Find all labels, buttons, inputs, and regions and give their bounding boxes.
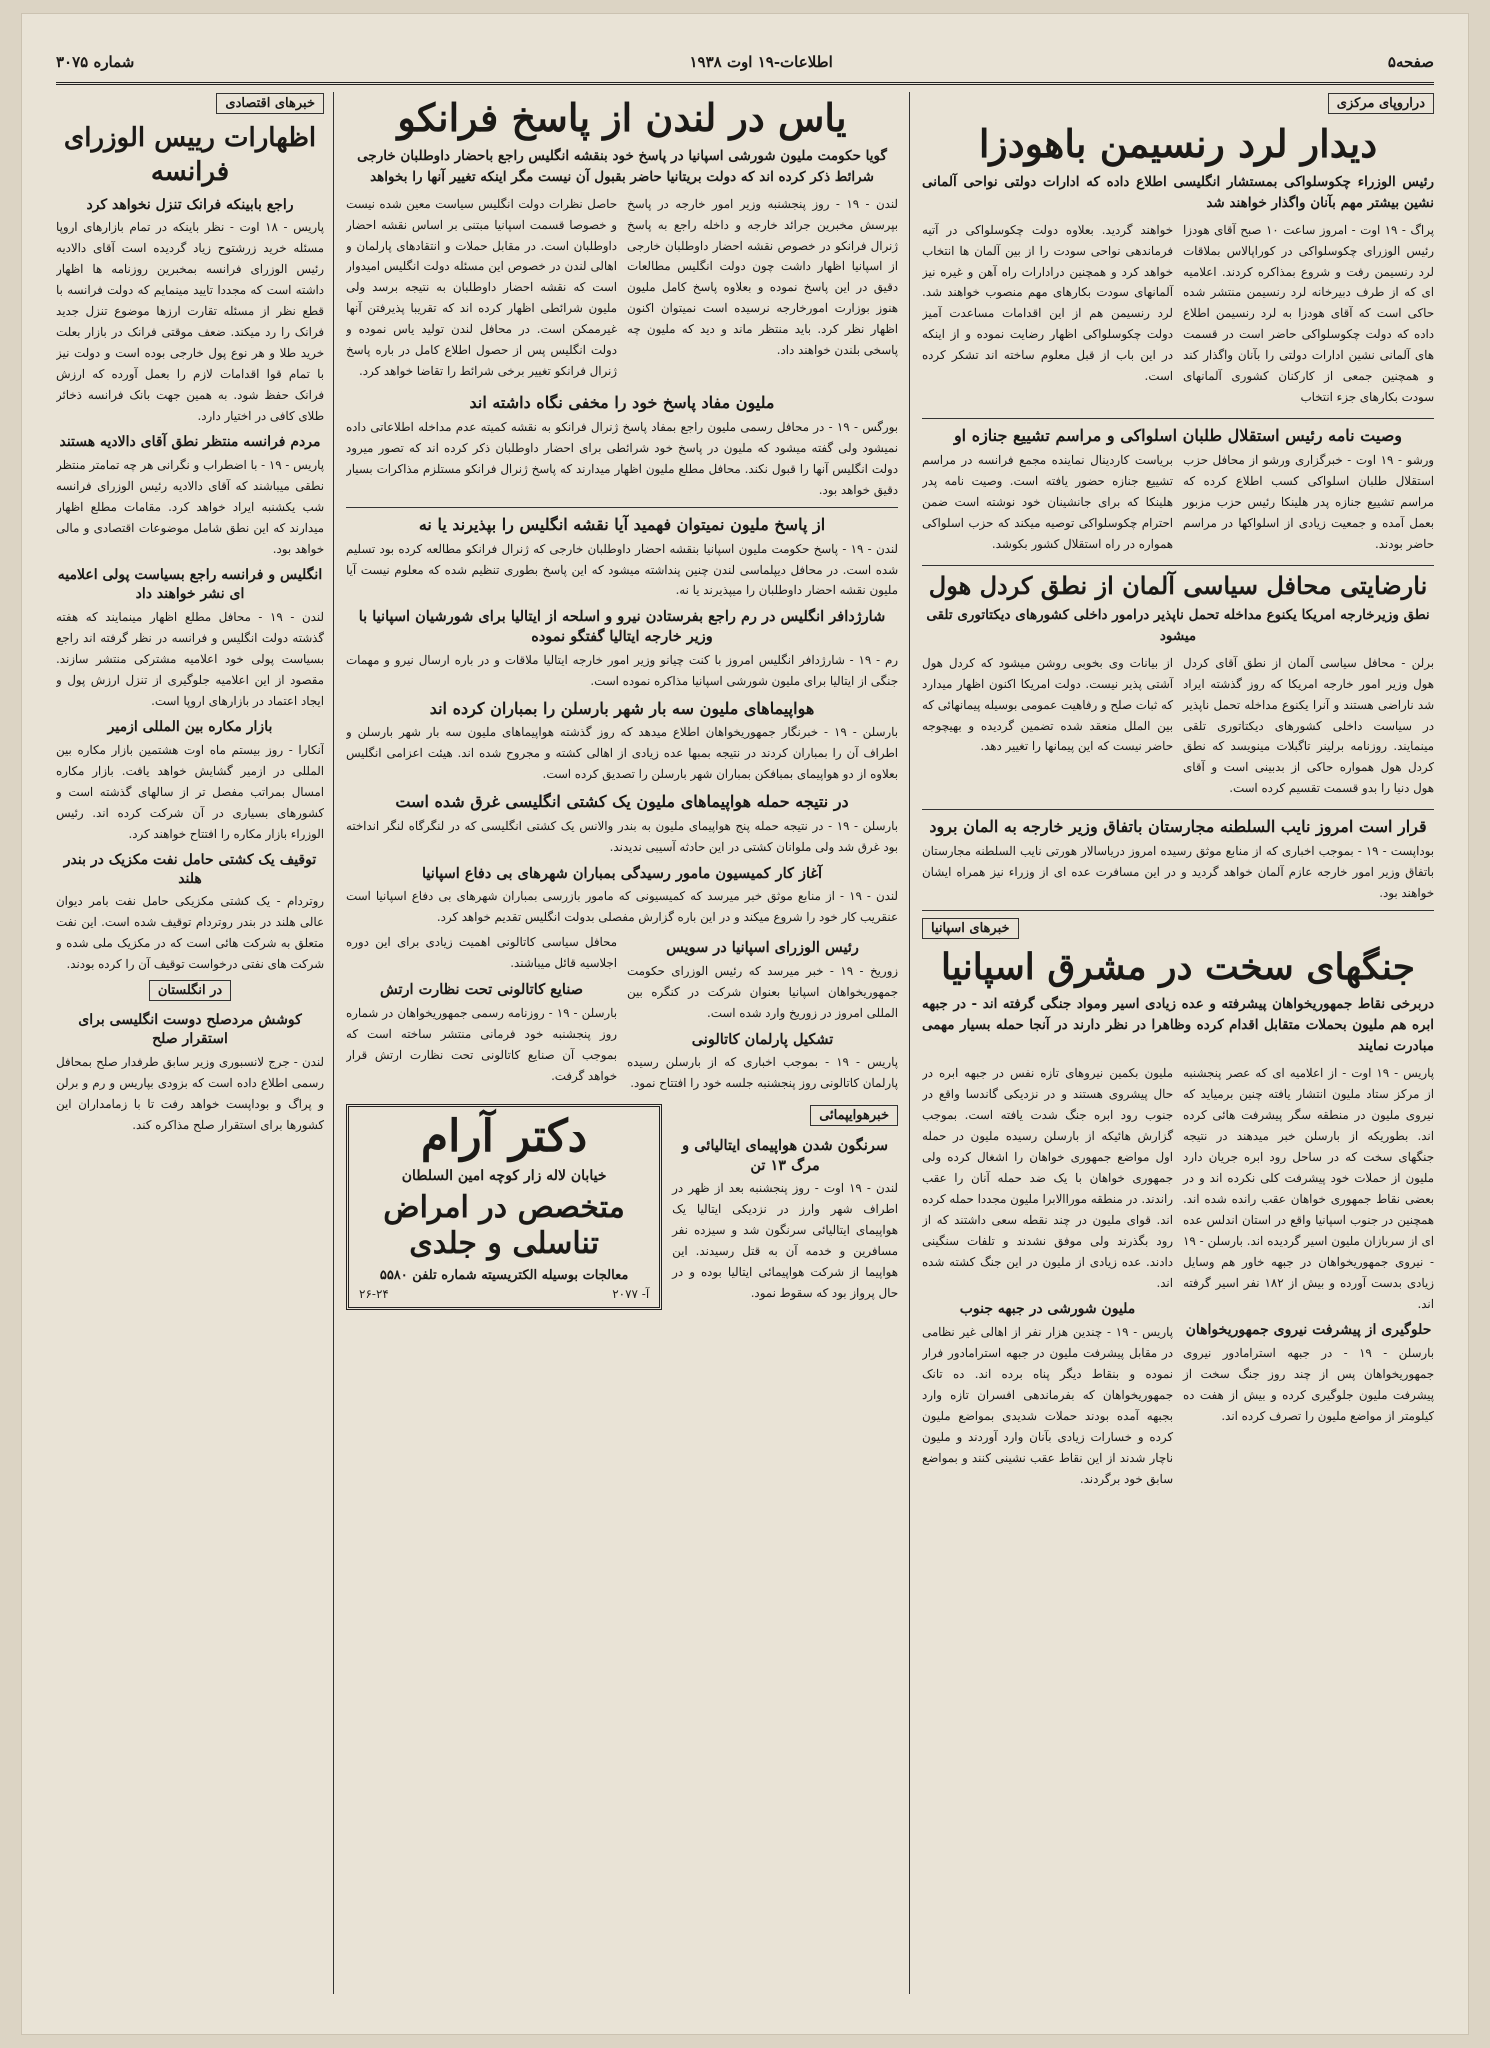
ad-footer: معالجات بوسیله الکتریسیته شماره تلفن ۵۵۸۰ — [379, 1267, 629, 1283]
article-headline: در نتیجه حمله هواپیماهای ملیون یک کشتی انگلیسی غرق شده است — [395, 792, 849, 812]
left-column — [56, 92, 324, 1994]
article-text: بارسلن - ۱۹ - در نتیجه حمله پنج هواپیمای ملیون به بندر والانس یک کشتی انگلیسی که در لنگرگاه لنگر انداخته بود غرق شد ولی ملوانان کشتی در این حادثه آسیبی ندیدند. — [346, 818, 898, 854]
section-kicker: خبرهوایپمائی — [810, 1105, 898, 1126]
doctor-advertisement — [346, 1104, 662, 1309]
article-text: پاریس - ۱۹ اوت - از اعلامیه ای که عصر پنجشنبه از مرکز ستاد ملیون انتشار یافته چنین برمیاید که نیروی ملیون در منطقه سگر پیشرفت هائی کرده اند. بطوریکه از بارسلن خبر میدهند در نتیجه جنگهای سخت که در ساحل رود ابره جریان دارد ملیون از حملات خود پیشرفت کلی نکرده اند و در بعضی نقاط جمهوری خواهان عقب رانده شده اند. همچنین در جنوب اسپانیا واقع در استان اندلس عده ای از سربازان ملیون اسیر گردیده اند. بارسلن - ۱۹ - نیروی جمهوریخواهان در جبهه خاور هم وسایل زیادی بدست آورده و بیش از ۱۸۲ نفر اسیر گرفته اند. — [1183, 1066, 1434, 1311]
article-text: بارسلن - ۱۹ - روزنامه رسمی جمهوریخواهان در شماره روز پنجشنبه خود فرمانی منتشر ساخته است که بموجب آن صنایع کاتالونی تحت نظارت ارتش قرار خواهد گرفت. — [346, 1005, 617, 1083]
article-headline: آغاز کار کمیسیون مامور رسیدگی بمباران شهرهای بی دفاع اسپانیا — [422, 864, 822, 882]
article-text: بارسلن - ۱۹ - در جبهه استرامادور نیروی جمهوریخواهان پس از چند روز جنگ سخت از پیشرفت ملیون جلوگیری کرده و بیش از هفت ده کیلومتر از مواضع ملیون را تصرف کرده اند. — [1183, 1345, 1434, 1423]
section-kicker: دراروپای مرکزی — [1328, 93, 1434, 114]
article-columns — [922, 1063, 1434, 1494]
subheadline: گویا حکومت ملیون شورشی اسپانیا در پاسخ خود بنقشه انگلیس راجع باحضار داوطلبان خارجی شرائط ذکر کرده اند که دولت بریتانیا حاضر بقبول آن نیست مگر اینکه تغییر آنها را بخواهد — [357, 147, 887, 185]
article-columns — [922, 220, 1434, 413]
article-text: پراگ - ۱۹ اوت - امروز ساعت ۱۰ صبح آقای هودزا رئیس الوزرای چکوسلواکی در کوراپالاس بملاقات لرد رنسیمن رفت و شروع بمذاکره کردند. اعلامیه ای که از طرف دبیرخانه لرد رنسیمن منتشر شده حاکی است که آقای هودزا به لرد رنسیمن اطلاع داده که دولت چکوسلواکی حاضر است در قسمت های آلمانی نشین ادارات دولتی را بآنان واگذار کند و همچنین جمعی از کارکنان کشوری آلمانهای سودت بکارهای جزء انتخاب — [1183, 222, 1434, 405]
article-headline: کوشش مردصلح دوست انگلیسی برای استقرار صلح — [78, 1012, 302, 1048]
article-text: بوداپست - ۱۹ - بموجب اخباری که از منابع موثق رسیده امروز دریاسالار هورتی نایب السلطنه مجارستان باتفاق وزیر امور خارجه عازم آلمان خواهد گردید و در این مسافرت عده ای از وزراء نیز همراه ایشان خواهند بود. — [922, 844, 1434, 900]
article-text: بورگس - ۱۹ - در محافل رسمی ملیون راجع بمفاد پاسخ ژنرال فرانکو به نقشه کمیته عدم مداخله اطلاعاتی داده نمیشود ولی گفته میشود که ملیون در پاسخ خود شرائطی برای احضار داوطلبان ذکر کرده اند که تصور میرود دولت انگلیس آنها را قبول نکند. محافل مطلع ملیون اظهار میدارند که پاسخ ژنرال فرانکو مستلزم مذاکرات بسیار دقیق خواهد بود. — [346, 419, 898, 497]
headline: یاس در لندن از پاسخ فرانکو — [397, 95, 847, 140]
subheadline: دربرخی نقاط جمهوریخواهان پیشرفته و عده زیادی اسیر ومواد جنگی گرفته اند - در جبهه ابره هم ملیون بحملات متقابل اقدام کرده وظاهرا در نظر دارند در آنجا حمله بسیار مهمی مبادرت نمایند — [922, 996, 1434, 1055]
article-subheadline: نطق وزیرخارجه امریکا یکنوع مداخله تحمل ناپذیر درامور داخلی کشورهای دیکتاتوری تلقی میشود — [926, 606, 1430, 644]
article-headline: از پاسخ ملیون نمیتوان فهمید آیا نقشه انگلیس را بپذیرند یا نه — [418, 514, 826, 534]
issue-number: شماره ۳۰۷۵ — [56, 53, 135, 71]
article-columns — [346, 932, 898, 1098]
article-text: بارسلن - ۱۹ - خبرنگار جمهوریخواهان اطلاع میدهد که روز گذشته هواپیماهای ملیون سه بار شهر بارسلن و اطراف آن را بمباران کردند در نتیجه بمبها عده زیادی از اهالی کشته و مجروح شده اند. هیئت اعزامی انگلیس بعلاوه از دو هواپیمای بمبافکن بمباران شهر بارسلن را تصدیق کرده است. — [346, 725, 898, 782]
article-text: برلن - محافل سیاسی آلمان از نطق آقای کردل هول وزیر امور خارجه امریکا که روز گذشته ایراد شد ناراضی هستند و آنرا یکنوع مداخله تحمل ناپذیر در سیاست داخلی کشورهای دیکتاتوری تلقی مینمایند. روزنامه برلینر تاگبلات مینویسد که نطق کردل هول همواره حاکی از بدبینی است و آقای هول دنیا را بدو قسمت تقسیم کرده است. — [1183, 655, 1434, 796]
article-text: لندن - ۱۹ - روز پنجشنبه وزیر امور خارجه در پاسخ بپرسش مخبرین جرائد خارجه و داخله راجع به پاسخ ژنرال فرانکو در خصوص نقشه احضار داوطلبان خارجی از اسپانیا اظهار داشت چون دولت انگلیس مطالعات دقیق در این پاسخ نموده و بعلاوه پاسخ کامل ملیون هنوز بوزارت امورخارجه نرسیده است نمیتوان اکنون اظهار نظر کرد. باید منتظر ماند و دید که ملیون چه پاسخی بلندن خواهند داد. — [627, 196, 898, 358]
article-headline: هواپیماهای ملیون سه بار شهر بارسلن را بمباران کرده اند — [429, 698, 815, 718]
article-headline: صنایع کاتالونی تحت نظارت ارتش — [379, 981, 584, 999]
headline: جنگهای سخت در مشرق اسپانیا — [940, 945, 1416, 988]
article-headline: ملیون شورشی در جبهه جنوب — [959, 1300, 1136, 1317]
headline: دیدار لرد رنسیمن باهودزا — [978, 121, 1378, 166]
section-kicker: خبرهای اسپانیا — [922, 918, 1019, 939]
article-text: پاریس - ۱۸ اوت - نظر باینکه در تمام بازارهای اروپا مسئله خرید زرشتوح زیاد گردیده است آقای دالادیه رئیس الوزرای فرانسه بمخبرین روزنامه ها اظهار داشته است که مجددا تایید مینمایم که دولت فرانسه با قطع نظر از مسئله تقارت ارزها موضوع تنزل جدید فرانک را رد میکند. ضعف موقتی فرانک در بازار بعلت خرید طلا و هر نوع پول خارجی بوده است و دولت نیز با تمام قوا اقدامات لازم را بعمل آورده که ارزش فرانک حفظ شود. به همین جهت بانک فرانسه ذخائر طلای کافی در اختیار دارد. — [56, 220, 324, 424]
divider — [922, 418, 1434, 419]
article-headline: وصیت نامه رئیس استقلال طلبان اسلواکی و مراسم تشییع جنازه او — [953, 426, 1403, 446]
article-headline: مردم فرانسه منتظر نطق آقای دالادیه هستند — [59, 434, 321, 451]
article-headline: شارژدافر انگلیس در رم راجع بفرستادن نیرو و اسلحه از ایتالیا برای شورشیان اسپانیا با وزیر خارجه ایتالیا گفتگو نموده — [358, 608, 886, 646]
ad-doctor-name: دکتر آرام — [420, 1111, 588, 1163]
headline: اظهارات رییس الوزرای فرانسه — [63, 123, 317, 187]
ad-specialty: متخصص در امراض تناسلی و جلدی — [383, 1189, 625, 1261]
article-headline: قرار است امروز نایب السلطنه مجارستان باتفاق وزیر خارجه به المان برود — [929, 817, 1427, 837]
section-kicker: در انگلستان — [149, 980, 231, 1001]
article-headline: انگلیس و فرانسه راجع بسیاست پولی اعلامیه ای نشر خواهند داد — [57, 567, 323, 603]
article-text: زوریخ - ۱۹ - خبر میرسد که رئیس الوزرای حکومت جمهوریخواهان اسپانیا بعنوان شرکت در کنگره بین المللی امروز در زوریخ وارد شده است. — [627, 963, 898, 1020]
divider — [922, 910, 1434, 911]
newspaper-page — [22, 14, 1468, 2034]
ad-address: خیابان لاله زار کوچه امین السلطان — [401, 1167, 607, 1184]
article-text: ملیون بکمین نیروهای تازه نفس در جبهه ابره در حال پیشروی هستند و در نزدیکی گاندسا واقع در جنوب رود ابره جنگ شدت یافته است. بموجب گزارش هائیکه از بارسلن رسیده ملیون در حمله اول مواضع جمهوری خواهان را اشغال کرده ولی جمهوری خواهان با یک ضد حمله آنان را عقب راندند. در منطقه موراالابرا ملیون مجددا حمله کرده اند. قوای ملیون در چند نقطه سعی داشتند که از رود بگذرند ولی موفق نشدند و تلفات سنگینی دادند. عده زیادی از ملیون در این جنگ کشته شده اند. — [922, 1066, 1173, 1290]
subheadline: راجع بابینکه فرانک تنزل نخواهد کرد — [86, 196, 294, 213]
column-rule — [333, 92, 334, 1994]
article-headline: نارضایتی محافل سیاسی آلمان از نطق کردل هول — [928, 570, 1428, 600]
article-text: پاریس - ۱۹ - بموجب اخباری که از بارسلن رسیده پارلمان کاتالونی روز پنجشنبه جلسه خود را افتتاح نمود. — [627, 1055, 898, 1091]
article-headline: سرنگون شدن هواپیمای ایتالیائی و مرگ ۱۳ تن — [682, 1137, 889, 1174]
article-text: پاریس - ۱۹ - چندین هزار نفر از اهالی غیر نظامی در مقابل پیشرفت ملیون در جبهه استرامادور فرار نموده و بنقاط دیگر پناه برده اند. ده تانک جمهوریخواهان که بفرماندهی افسران تازه وارد بجبهه آمده بودند حملات شدیدی بمواضع ملیون کرده و خسارات زیادی بآنان وارد آوردند و ملیون ناچار شدند از این نقاط عقب نشینی کنند و بمواضع سابق خود برگردند. — [922, 1324, 1173, 1486]
article-text: حاصل نظرات دولت انگلیس سیاست معین شده نیست و خصوصا قسمت اسپانیا مبتنی بر اساس نقشه احضار داوطلبان است. در مقابل حملات و انتقادهای پارلمان و اهالی لندن در خصوص این مسئله دولت انگلیس امیدوار است که نقشه احضار داوطلبان به نتیجه برسد ولی ملیون شرائطی اظهار کرده اند که تقریبا پذیرفتن آنها غیرممکن است. در محافل لندن تولید یاس نموده و دولت انگلیس پس از حصول اطلاع کامل در باره پاسخ ژنرال فرانکو تغییر برخی شرائط را تقاضا خواهد کرد. — [346, 196, 617, 379]
article-text: لندن - جرج لانسبوری وزیر سابق طرفدار صلح بمحافل رسمی اطلاع داده است که بزودی بپاریس و رم و برلن و پراگ و بوداپست خواهد رفت تا با زمامداران این کشورها برای استقرار صلح مذاکره کند. — [56, 1055, 324, 1133]
article-text: لندن - ۱۹ - از منابع موثق خبر میرسد که کمیسیونی که مامور بازرسی بمباران شهرهای بی دفاع اسپانیا است عنقریب کار خود را شروع میکند و در این باره گزارش مفصلی بدولت انگلیس تقدیم خواهد کرد. — [346, 889, 898, 925]
middle-column — [346, 92, 898, 1994]
article-headline: رئیس الوزرای اسپانیا در سویس — [666, 939, 859, 957]
article-text: لندن - ۱۹ - پاسخ حکومت ملیون اسپانیا بنقشه احضار داوطلبان خارجی که ژنرال فرانکو مطالعه کرده بود تسلیم شده است. در محافل دیپلماسی لندن چنین پنداشته میشود که این پاسخ بطوری تنظیم شده که معلوم نیست آیا ملیون نقشه احضار داوطلبان را میپذیرند یا نه. — [346, 541, 898, 598]
ad-reference: آ- ۲۰۷۷ — [612, 1286, 650, 1301]
column-rule — [909, 92, 910, 1994]
section-kicker: خبرهای اقتصادی — [216, 93, 324, 114]
paper-date: اطلاعات-۱۹ اوت ۱۹۳۸ — [689, 53, 833, 71]
article-text: پاریس - ۱۹ - با اضطراب و نگرانی هر چه تمامتر منتظر نطقی میباشند که آقای دالادیه رئیس الوزرای فرانسه شب یکشنبه ایراد خواهد کرد. مقامات مطلع اظهار میدارند که این نطق شامل موضوعات اقتصادی و مالی خواهد بود. — [56, 458, 324, 557]
article-text: محافل سیاسی کاتالونی اهمیت زیادی برای این دوره اجلاسیه قائل میباشند. — [346, 935, 617, 971]
divider — [922, 565, 1434, 566]
article-headline: حلوگیری از پیشرفت نیروی جمهوریخواهان — [1185, 1321, 1432, 1338]
ad-reference: ۲۶-۲۴ — [359, 1286, 389, 1301]
article-text: رم - ۱۹ - شارژدافر انگلیس امروز با کنت چیانو وزیر امور خارجه ایتالیا ملاقات و در باره ارسال نیرو و مهمات جنگی از ایتالیا برای ملیون شورشی اسپانیا مذاکره نموده است. — [346, 652, 898, 688]
bottom-row — [346, 1104, 898, 1309]
article-columns — [922, 653, 1434, 804]
article-text: لندن - ۱۹ - محافل مطلع اظهار مینمایند که هفته گذشته دولت انگلیس و فرانسه در نظر گرفته اند راجع بسیاست پولی خود اعلامیه مشترکی منتشر سازند. مقصود از این اعلامیه جلوگیری از تنزل ارزش پول و ایجاد اعتماد در بازارهای اروپا است. — [56, 609, 324, 708]
masthead — [56, 42, 1434, 85]
article-headline: تشکیل پارلمان کاتالونی — [691, 1030, 834, 1048]
article-headline: ملیون مفاد پاسخ خود را مخفی نگاه داشته اند — [469, 393, 775, 413]
article-text: آنکارا - روز بیستم ماه اوت هشتمین بازار مکاره بین المللی در ازمیر گشایش خواهد یافت. بازار مکاره امسال بمراتب مفصل تر از سالهای گذشته است و کشورهای بسیاری در آن شرکت کرده اند. رئیس الوزراء بازار مکاره را افتتاح خواهند کرد. — [56, 742, 324, 841]
right-column — [922, 92, 1434, 1994]
article-text: خواهند گردید. بعلاوه دولت چکوسلواکی در آتیه فرماندهی نواحی سودت را از بین آلمان ها انتخاب خواهد کرد و همچنین درادارات راه آهن و غیره نیز آلمانهای سودت بکارهای مهم منصوب خواهند شد. لرد رنسیمن هم از این اقدامات مساعدت آمیز دولت چکوسلواکی اظهار رضایت نموده و از اینکه در این باب از قبل معلوم ساخته اند تشکر کرده است. — [922, 222, 1173, 384]
divider — [346, 507, 898, 508]
article-columns — [922, 450, 1434, 559]
article-text: بریاست کاردینال نماینده مجمع فرانسه در مراسم تشییع جنازه حضور یافته است. وصیت نامه پدر هلینکا که برای جانشینان خود نوشته است ضمن احترام چکوسلواکی توصیه میکند که حزب اسلواکی همواره در راه استقلال کشور بکوشد. — [922, 452, 1173, 551]
article-text: از بیانات وی بخوبی روشن میشود که کردل هول آشتی پذیر نیست. دولت امریکا اکنون اظهار میدارد که ثبات صلح و رفاهیت عمومی بوسیله پیمانهائی که بین الملل منعقد شده تضمین گردیده و بهیچوجه حاضر نیست که این پیمانها را تغییر دهد. — [922, 655, 1173, 754]
article-text: ورشو - ۱۹ اوت - خبرگزاری ورشو از محافل حزب استقلال طلبان اسلواکی کسب اطلاع کرده که مراسم تشییع جنازه پدر هلینکا رئیس حزب مزبور بعمل آمده و جمعیت زیادی از اسلواکها در مراسم حاضر بودند. — [1183, 452, 1434, 551]
page-label: صفحه۵ — [1387, 53, 1434, 71]
article-headline: توقیف یک کشتی حامل نفت مکزیک در بندر هلند — [63, 851, 317, 887]
article-text: لندن - ۱۹ اوت - روز پنجشنبه بعد از ظهر در اطراف شهر وارز در نزدیکی ایتالیا یک هواپیمای ایتالیائی سرنگون شد و سیزده نفر مسافرین و خدمه آن به قتل رسیدند. این هواپیما از شرکت هواپیمائی ایتالیا بوده و در حال پرواز بود که سقوط نمود. — [672, 1181, 898, 1301]
article-columns — [346, 194, 898, 387]
article-headline: بازار مکاره بین المللی ازمیر — [107, 718, 273, 735]
article-text: روتردام - یک کشتی مکزیکی حامل نفت بامر دیوان عالی هلند در بندر روتردام توقیف شده است. این نفت متعلق به شرکت هائی است که در مکزیک ملی شده و شرکت های نفتی درخواست توقیف آن را کرده بودند. — [56, 894, 324, 972]
divider — [922, 809, 1434, 810]
subheadline: رئیس الوزراء چکوسلواکی بمستشار انگلیسی اطلاع داده که ادارات دولتی نواحی آلمانی نشین بیشتر مهم بآنان واگذار خواهند شد — [922, 173, 1434, 211]
